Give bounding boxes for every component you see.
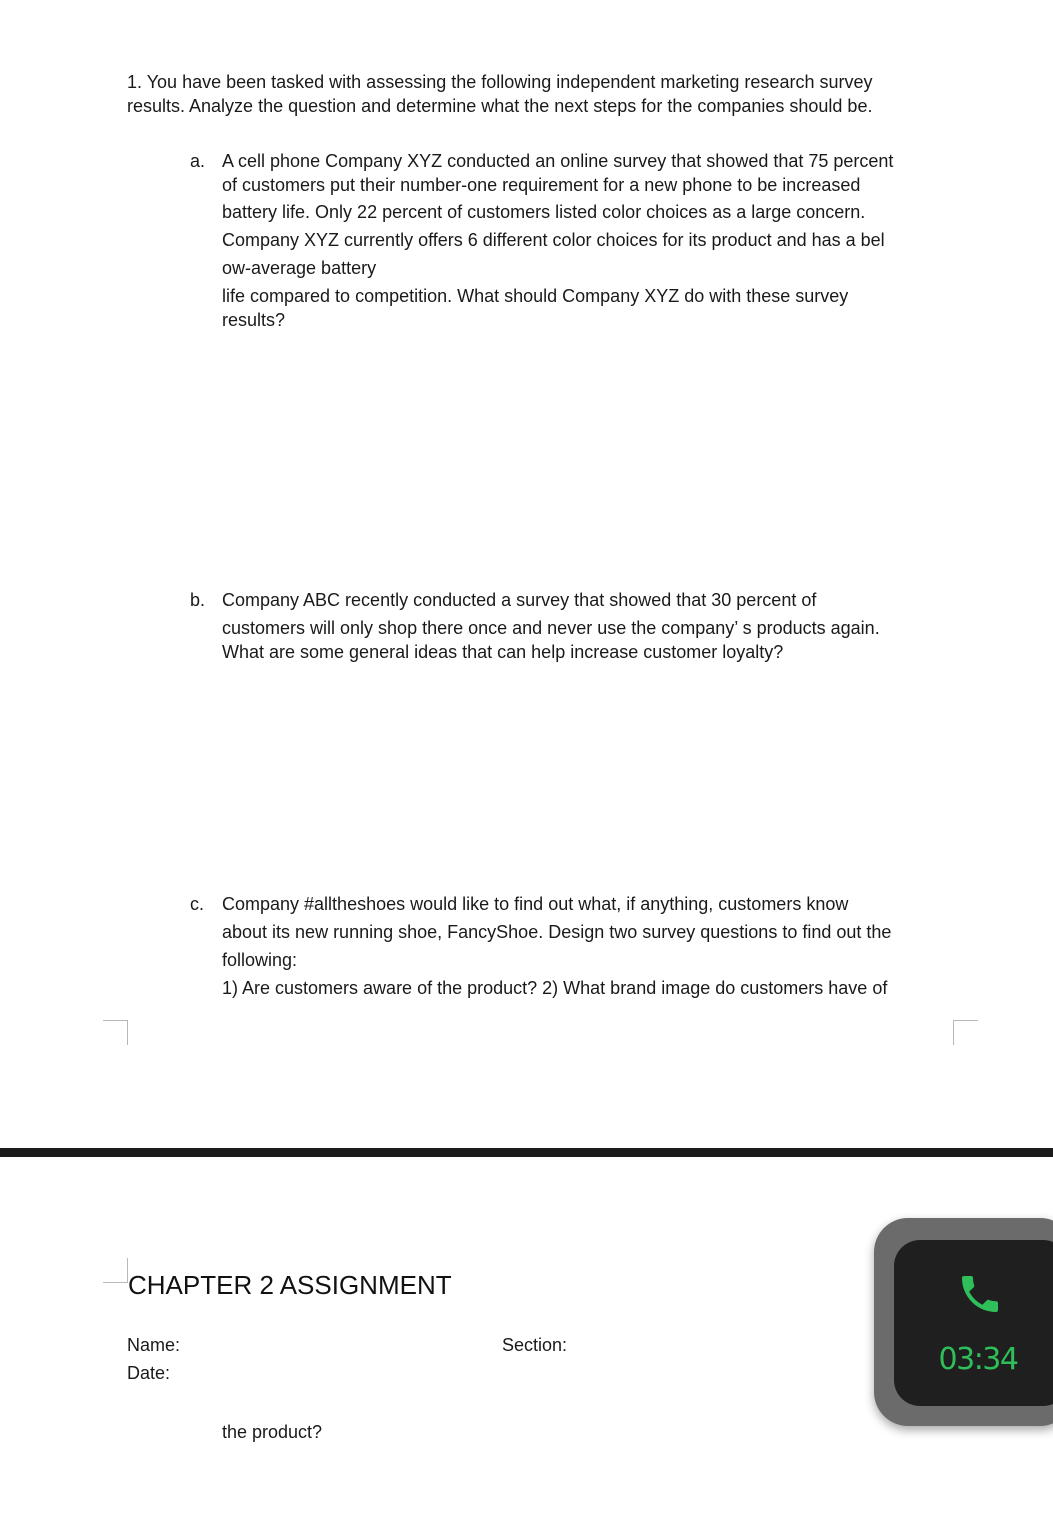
margin-corner-top-left — [103, 1258, 128, 1283]
item-b-letter: b. — [190, 590, 206, 610]
question-intro-line-2: results. Analyze the question and determine what the next steps for the companies should be. — [127, 96, 873, 116]
margin-corner-bottom-right — [953, 1020, 978, 1045]
section-label: Section: — [502, 1335, 568, 1355]
item-a-line: life compared to competition. What should Company XYZ do with these survey — [222, 286, 849, 306]
item-a-line: of customers put their number-one requirement for a new phone to be increased — [222, 175, 861, 195]
date-label: Date: — [127, 1363, 171, 1383]
page-break — [0, 1148, 1053, 1157]
name-label: Name: — [127, 1335, 181, 1355]
item-c-line: about its new running shoe, FancyShoe. Design two survey questions to find out the — [222, 922, 892, 942]
call-timer: 03:34 — [938, 1342, 1018, 1377]
call-widget[interactable] — [874, 1218, 1053, 1426]
item-a-line: ow-average battery — [222, 258, 377, 278]
item-b-line: customers will only shop there once and never use the company’ s products again. — [222, 618, 880, 638]
item-b-line: What are some general ideas that can help increase customer loyalty? — [222, 642, 784, 662]
phone-icon — [956, 1270, 1004, 1318]
item-c-letter: c. — [190, 894, 205, 914]
item-a-line: Company XYZ currently offers 6 different color choices for its product and has a bel — [222, 230, 885, 250]
call-widget-panel[interactable] — [894, 1240, 1053, 1406]
item-a-letter: a. — [190, 151, 206, 171]
item-c-line: Company #alltheshoes would like to find out what, if anything, customers know — [222, 894, 849, 914]
item-c-continuation: the product? — [222, 1422, 323, 1442]
item-a-line: results? — [222, 310, 286, 330]
margin-corner-bottom-left — [103, 1020, 128, 1045]
item-a-line: battery life. Only 22 percent of customers listed color choices as a large concern. — [222, 202, 866, 222]
item-a-line: A cell phone Company XYZ conducted an online survey that showed that 75 percent — [222, 151, 894, 171]
item-c-line: 1) Are customers aware of the product? 2) What brand image do customers have of — [222, 978, 888, 998]
chapter-heading: CHAPTER 2 ASSIGNMENT — [128, 1270, 452, 1300]
item-b-line: Company ABC recently conducted a survey that showed that 30 percent of — [222, 590, 817, 610]
question-intro-line-1: 1. You have been tasked with assessing the following independent marketing research survey — [127, 72, 873, 92]
item-c-line: following: — [222, 950, 298, 970]
